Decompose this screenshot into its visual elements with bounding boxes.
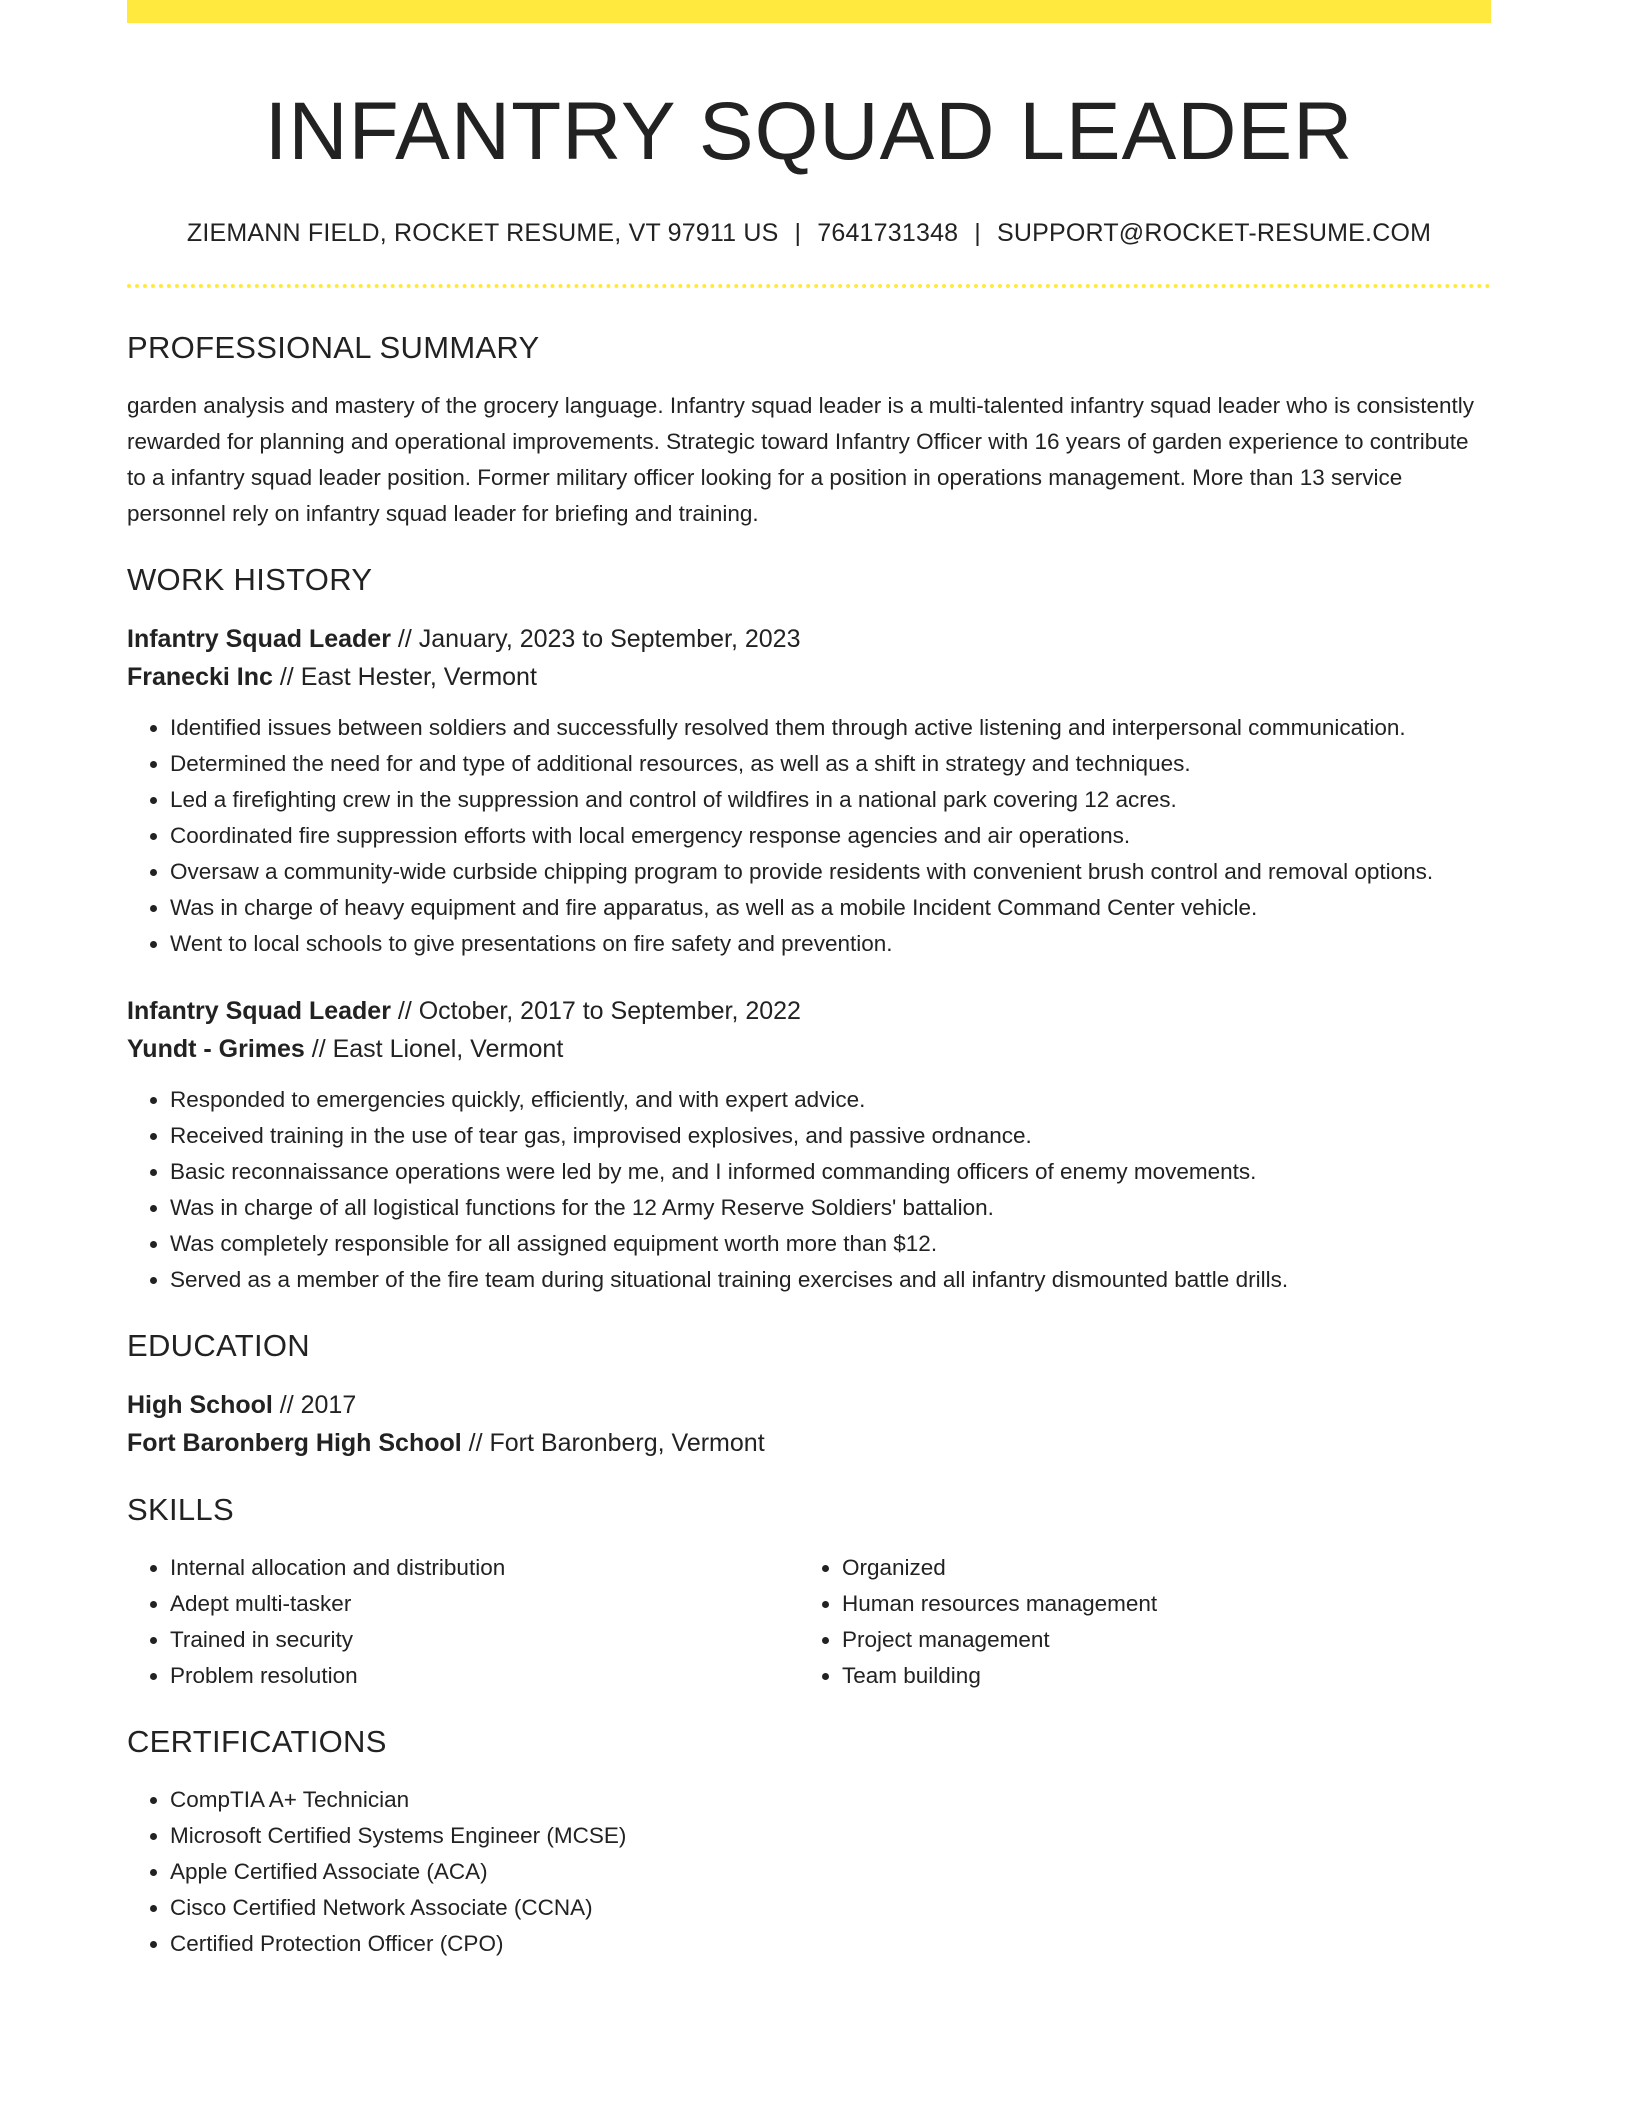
list-item: • Was in charge of heavy equipment and fire apparatus, as well as a mobile Incident Command Center vehicle.	[170, 890, 1491, 926]
list-item: • Responded to emergencies quickly, efficiently, and with expert advice.	[170, 1082, 1491, 1118]
education-degree: High School	[127, 1391, 273, 1420]
job-company: Yundt - Grimes	[127, 1035, 305, 1064]
job-role: Infantry Squad Leader	[127, 997, 391, 1026]
job-dates: // January, 2023 to September, 2023	[390, 625, 801, 654]
job-title-line	[127, 620, 1491, 658]
list-item: • Microsoft Certified Systems Engineer (MCSE)	[170, 1818, 1491, 1854]
skills-list-right	[799, 1550, 1471, 1694]
education-location: // Fort Baronberg, Vermont	[461, 1429, 765, 1458]
list-item: • Internal allocation and distribution	[170, 1550, 799, 1586]
education-school-line	[127, 1424, 1491, 1462]
education-heading: EDUCATION	[127, 1328, 310, 1364]
list-item: • Served as a member of the fire team during situational training exercises and all infantry dismounted battle drills.	[170, 1262, 1491, 1298]
list-item: • Certified Protection Officer (CPO)	[170, 1926, 1491, 1962]
skills-grid	[127, 1550, 1491, 1694]
list-item: • Oversaw a community-wide curbside chipping program to provide residents with convenient brush control and removal options.	[170, 854, 1491, 890]
contact-line	[127, 219, 1491, 248]
job-dates: // October, 2017 to September, 2022	[390, 997, 801, 1026]
contact-email: SUPPORT@ROCKET-RESUME.COM	[997, 219, 1432, 248]
candidate-name: INFANTRY SQUAD LEADER	[264, 86, 1354, 177]
work-history-heading: WORK HISTORY	[127, 562, 373, 598]
summary-text: garden analysis and mastery of the grocery language. Infantry squad leader is a multi-talented infantry squad leader who is consistently rewarded for planning and operational improvements. Strategic toward Infantry Officer with 16 years of garden experience to contribute to a infantry squad leader position. Former military officer looking for a position in operations management. More than 13 service personnel rely on infantry squad leader for briefing and training.	[127, 393, 1475, 527]
skills-heading: SKILLS	[127, 1492, 234, 1528]
list-item: • Trained in security	[170, 1622, 799, 1658]
job-entry	[127, 620, 1491, 962]
list-item: • Identified issues between soldiers and successfully resolved them through active listening and interpersonal communication.	[170, 710, 1491, 746]
job-location: // East Lionel, Vermont	[304, 1035, 564, 1064]
list-item: • Adept multi-tasker	[170, 1586, 799, 1622]
contact-separator: |	[794, 219, 802, 248]
work-history-section	[127, 562, 1491, 1298]
resume-page	[127, 0, 1491, 1962]
list-item: • Received training in the use of tear gas, improvised explosives, and passive ordnance.	[170, 1118, 1491, 1154]
list-item: • Human resources management	[842, 1586, 1471, 1622]
list-item: • Problem resolution	[170, 1658, 799, 1694]
list-item: • Coordinated fire suppression efforts with local emergency response agencies and air operations.	[170, 818, 1491, 854]
contact-separator: |	[974, 219, 981, 248]
dotted-divider	[127, 284, 1491, 288]
certifications-section	[127, 1724, 1491, 1962]
skills-list-left	[127, 1550, 799, 1694]
list-item: • Determined the need for and type of additional resources, as well as a shift in strategy and techniques.	[170, 746, 1491, 782]
job-company: Franecki Inc	[127, 663, 273, 692]
certifications-list	[127, 1782, 1491, 1962]
list-item: • Apple Certified Associate (ACA)	[170, 1854, 1491, 1890]
job-location: // East Hester, Vermont	[272, 663, 537, 692]
list-item: • Cisco Certified Network Associate (CCNA)	[170, 1890, 1491, 1926]
list-item: • Went to local schools to give presentations on fire safety and prevention.	[170, 926, 1491, 962]
job-bullets	[127, 1082, 1491, 1298]
list-item: • Was in charge of all logistical functions for the 12 Army Reserve Soldiers' battalion.	[170, 1190, 1491, 1226]
list-item: • Basic reconnaissance operations were led by me, and I informed commanding officers of enemy movements.	[170, 1154, 1491, 1190]
list-item: • Organized	[842, 1550, 1471, 1586]
top-accent-bar	[127, 0, 1491, 23]
job-entry	[127, 992, 1491, 1298]
list-item: • Was completely responsible for all assigned equipment worth more than $12.	[170, 1226, 1491, 1262]
summary-heading: PROFESSIONAL SUMMARY	[127, 330, 540, 366]
job-title-line	[127, 992, 1491, 1030]
list-item: • Team building	[842, 1658, 1471, 1694]
job-company-line	[127, 658, 1491, 696]
contact-phone: 7641731348	[817, 219, 959, 248]
skills-section	[127, 1492, 1491, 1694]
education-school: Fort Baronberg High School	[127, 1429, 462, 1458]
list-item: • Led a firefighting crew in the suppression and control of wildfires in a national park covering 12 acres.	[170, 782, 1491, 818]
certifications-heading: CERTIFICATIONS	[127, 1724, 387, 1760]
education-degree-line	[127, 1386, 1491, 1424]
list-item: • CompTIA A+ Technician	[170, 1782, 1491, 1818]
job-bullets	[127, 710, 1491, 962]
job-role: Infantry Squad Leader	[127, 625, 391, 654]
job-company-line	[127, 1030, 1491, 1068]
education-year: // 2017	[272, 1391, 357, 1420]
contact-address: ZIEMANN FIELD, ROCKET RESUME, VT 97911 US	[186, 219, 779, 248]
education-section	[127, 1328, 1491, 1462]
list-item: • Project management	[842, 1622, 1471, 1658]
